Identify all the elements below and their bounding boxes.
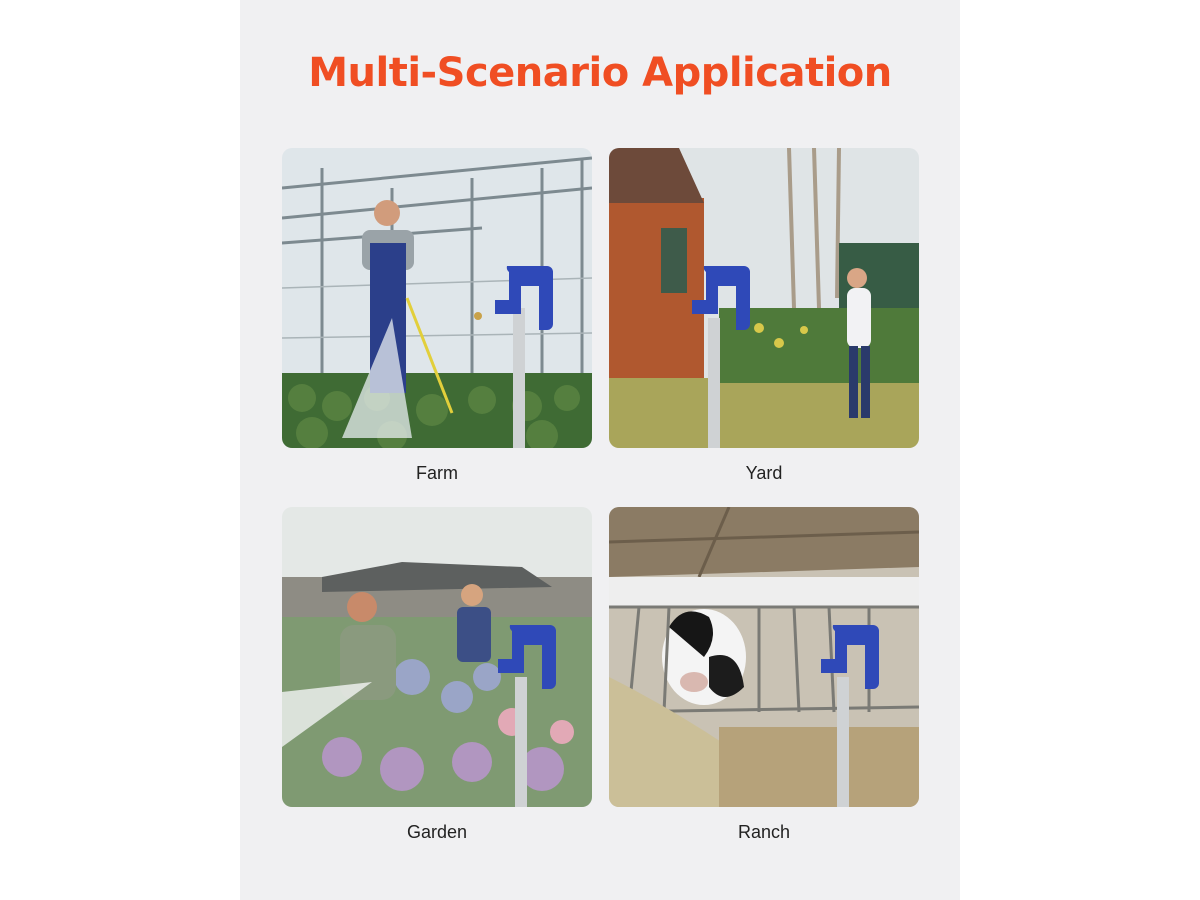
scene-label-farm: Farm: [416, 463, 458, 483]
greenhouse-watering-photo: [282, 148, 592, 448]
scene-label-yard: Yard: [745, 463, 783, 483]
scene-image-garden: [282, 507, 592, 807]
scene-image-farm: [282, 148, 592, 448]
scene-image-yard: [609, 148, 919, 448]
cattle-barn-photo: [609, 507, 919, 807]
scene-label-garden: Garden: [406, 822, 468, 842]
scene-label-ranch: Ranch: [737, 822, 791, 842]
content-panel: [240, 0, 960, 900]
backyard-garden-photo: [609, 148, 919, 448]
flower-garden-photo: [282, 507, 592, 807]
page-title: Multi-Scenario Application: [308, 50, 892, 96]
scene-image-ranch: [609, 507, 919, 807]
